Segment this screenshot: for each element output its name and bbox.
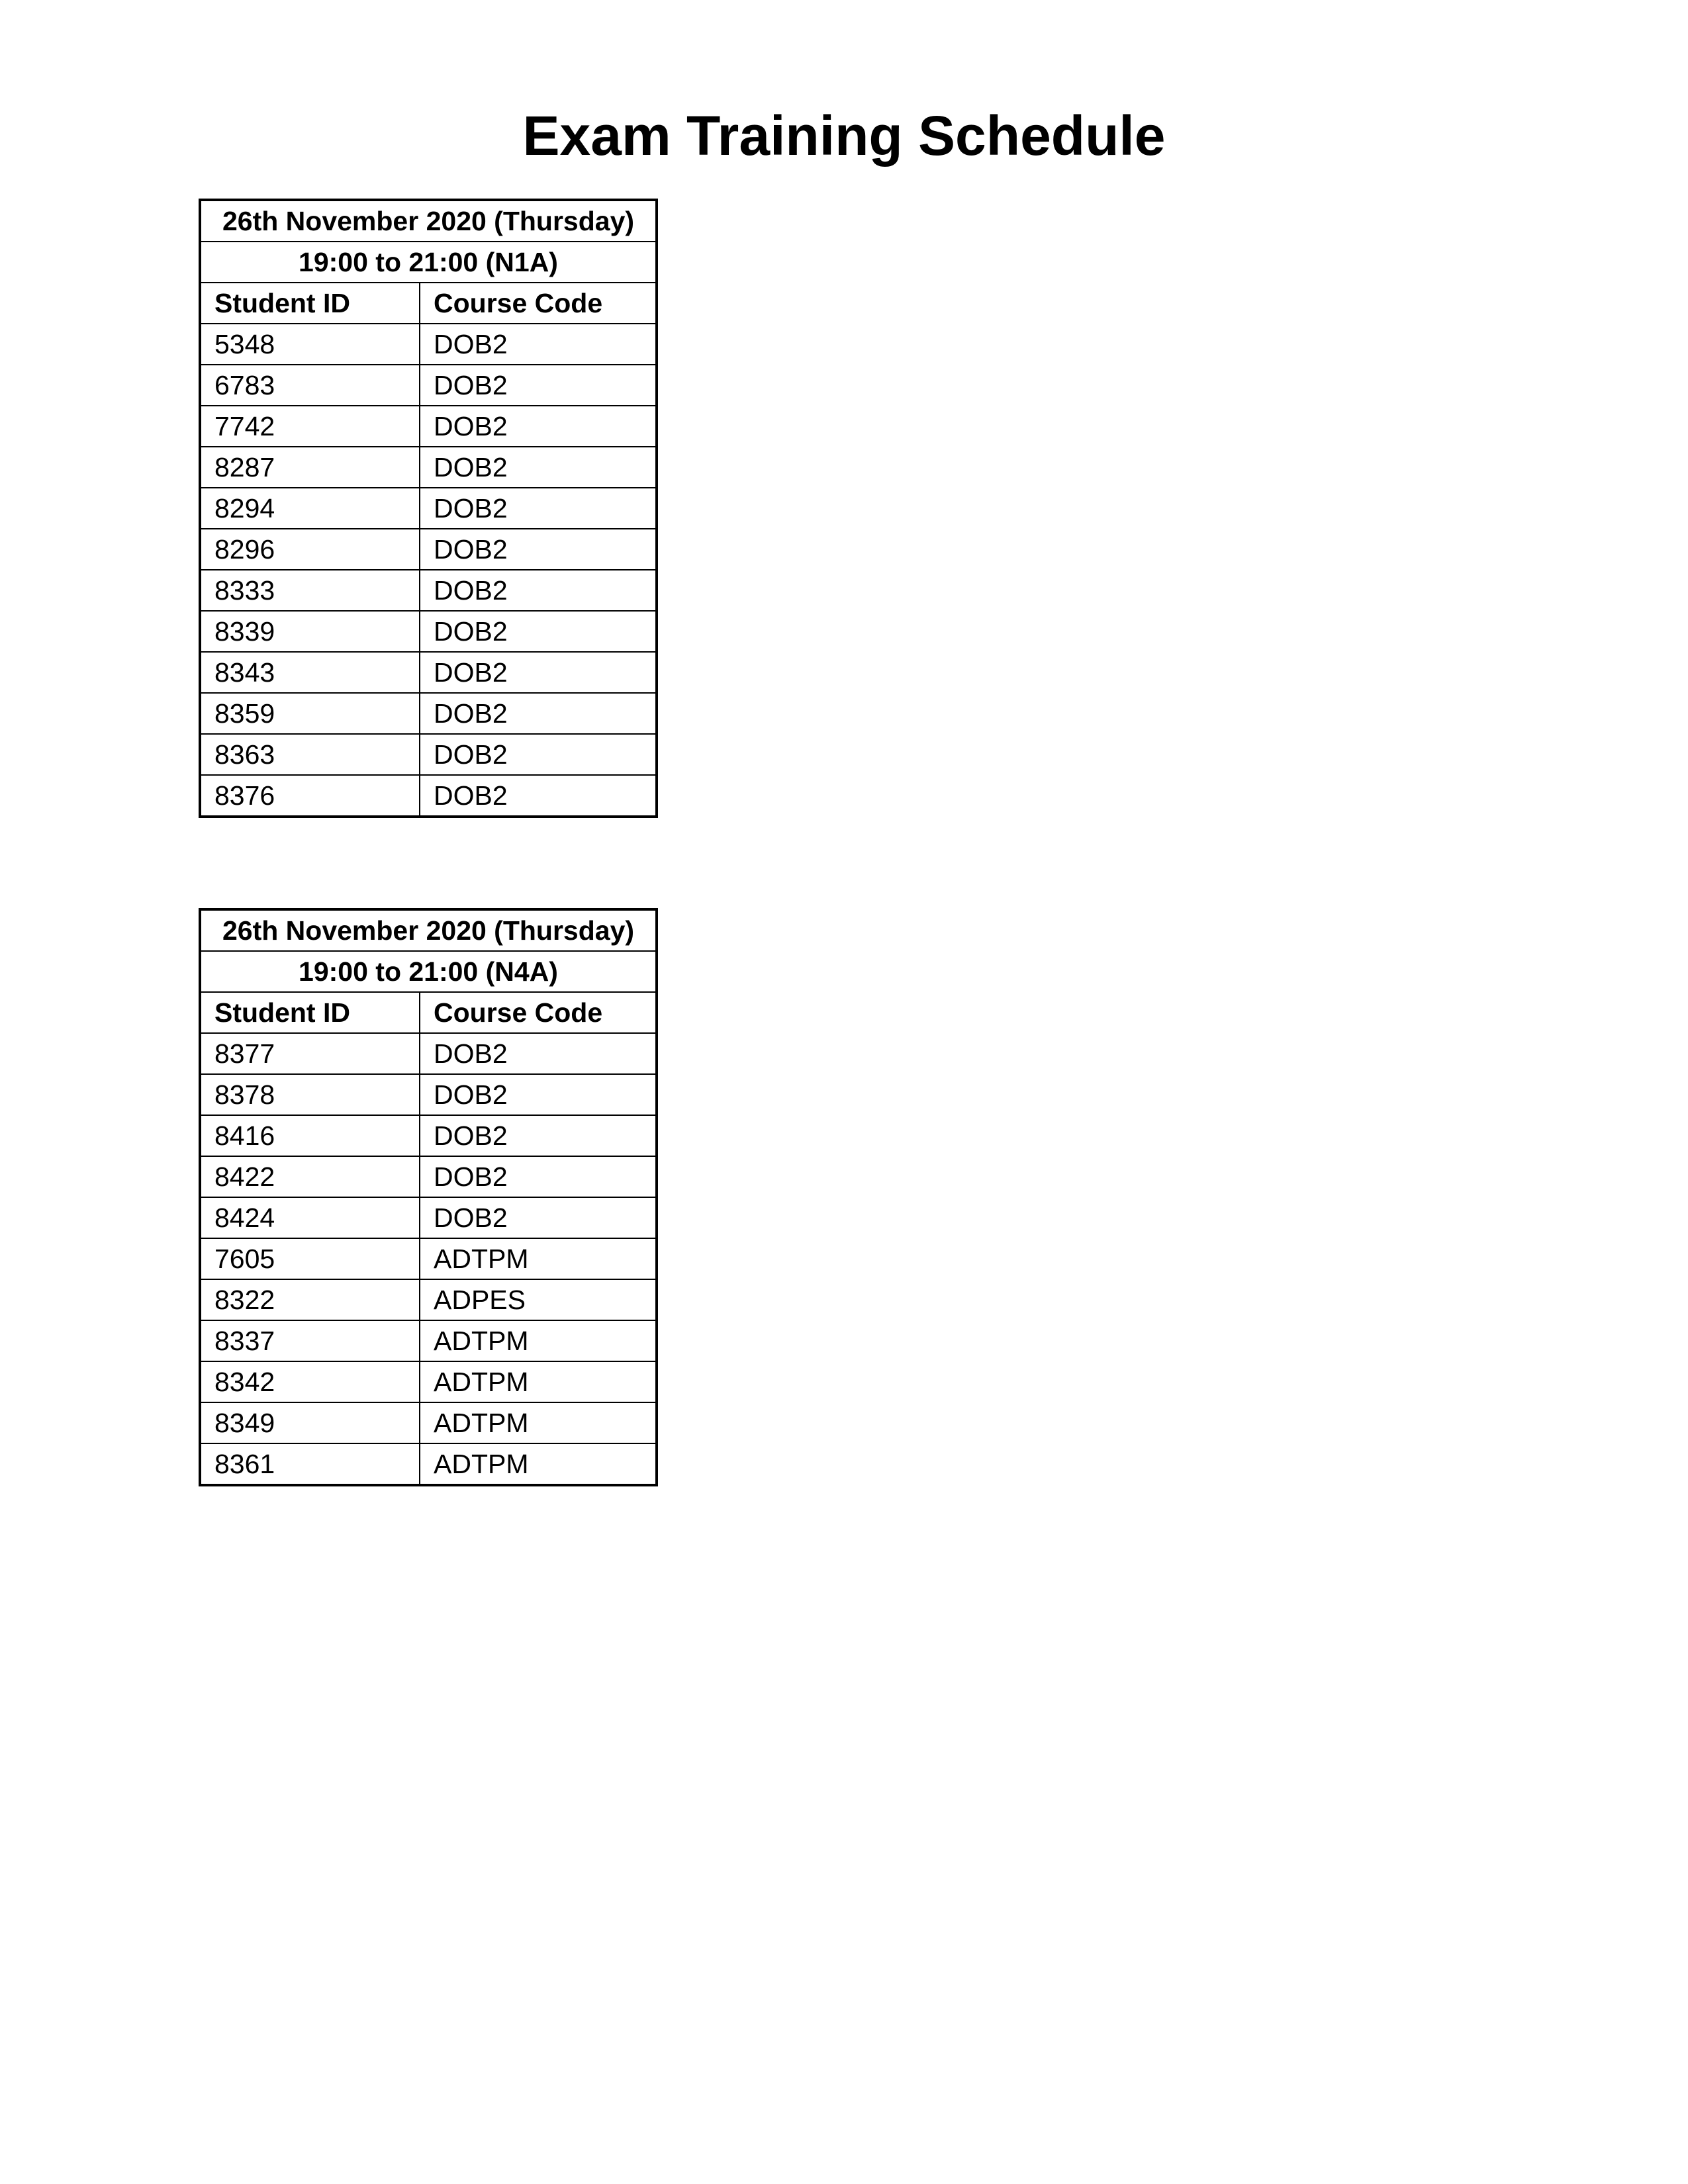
table-row — [200, 1443, 657, 1485]
student-id-cell: 8296 — [200, 529, 420, 570]
column-header-student-id: Student ID — [200, 283, 420, 324]
schedule-table-n4a — [199, 908, 658, 1486]
course-code-cell: DOB2 — [420, 1115, 657, 1156]
student-id-cell: 7742 — [200, 406, 420, 447]
student-id-cell: 8343 — [200, 652, 420, 693]
student-id-cell: 8416 — [200, 1115, 420, 1156]
table-row — [200, 447, 657, 488]
table-row — [200, 529, 657, 570]
table-session-row — [200, 951, 657, 992]
course-code-cell: DOB2 — [420, 488, 657, 529]
table-row — [200, 1279, 657, 1320]
table-session: 19:00 to 21:00 (N4A) — [200, 951, 657, 992]
course-code-cell: DOB2 — [420, 1074, 657, 1115]
course-code-cell: DOB2 — [420, 611, 657, 652]
course-code-cell: DOB2 — [420, 693, 657, 734]
table-row — [200, 1361, 657, 1402]
course-code-cell: DOB2 — [420, 365, 657, 406]
student-id-cell: 8422 — [200, 1156, 420, 1197]
column-header-course-code: Course Code — [420, 283, 657, 324]
course-code-cell: DOB2 — [420, 1156, 657, 1197]
course-code-cell: DOB2 — [420, 570, 657, 611]
student-id-cell: 8294 — [200, 488, 420, 529]
student-id-cell: 5348 — [200, 324, 420, 365]
table-date-row — [200, 200, 657, 242]
column-header-course-code: Course Code — [420, 992, 657, 1033]
schedule-table-n1a — [199, 199, 658, 818]
student-id-cell: 8322 — [200, 1279, 420, 1320]
table-date: 26th November 2020 (Thursday) — [200, 909, 657, 951]
student-id-cell: 7605 — [200, 1238, 420, 1279]
table-row — [200, 1238, 657, 1279]
student-id-cell: 8363 — [200, 734, 420, 775]
student-id-cell: 8377 — [200, 1033, 420, 1074]
course-code-cell: DOB2 — [420, 1033, 657, 1074]
table-row — [200, 1033, 657, 1074]
student-id-cell: 8287 — [200, 447, 420, 488]
table-row — [200, 324, 657, 365]
course-code-cell: DOB2 — [420, 447, 657, 488]
course-code-cell: DOB2 — [420, 652, 657, 693]
student-id-cell: 8333 — [200, 570, 420, 611]
table-date: 26th November 2020 (Thursday) — [200, 200, 657, 242]
student-id-cell: 8342 — [200, 1361, 420, 1402]
student-id-cell: 8424 — [200, 1197, 420, 1238]
table-row — [200, 365, 657, 406]
table-row — [200, 1402, 657, 1443]
table-row — [200, 570, 657, 611]
table-session: 19:00 to 21:00 (N1A) — [200, 242, 657, 283]
student-id-cell: 8376 — [200, 775, 420, 817]
column-header-student-id: Student ID — [200, 992, 420, 1033]
course-code-cell: ADTPM — [420, 1402, 657, 1443]
course-code-cell: ADTPM — [420, 1320, 657, 1361]
table-row — [200, 1156, 657, 1197]
course-code-cell: ADTPM — [420, 1443, 657, 1485]
table-row — [200, 652, 657, 693]
course-code-cell: ADPES — [420, 1279, 657, 1320]
table-row — [200, 1197, 657, 1238]
course-code-cell: ADTPM — [420, 1361, 657, 1402]
schedule-table-body — [200, 200, 657, 817]
page-title: Exam Training Schedule — [522, 105, 1166, 167]
student-id-cell: 6783 — [200, 365, 420, 406]
table-header-row — [200, 992, 657, 1033]
course-code-cell: DOB2 — [420, 775, 657, 817]
table-row — [200, 406, 657, 447]
course-code-cell: ADTPM — [420, 1238, 657, 1279]
student-id-cell: 8337 — [200, 1320, 420, 1361]
course-code-cell: DOB2 — [420, 324, 657, 365]
table-row — [200, 775, 657, 817]
table-row — [200, 1320, 657, 1361]
student-id-cell: 8359 — [200, 693, 420, 734]
table-row — [200, 488, 657, 529]
table-row — [200, 734, 657, 775]
table-header-row — [200, 283, 657, 324]
table-row — [200, 1115, 657, 1156]
course-code-cell: DOB2 — [420, 529, 657, 570]
table-row — [200, 1074, 657, 1115]
table-row — [200, 611, 657, 652]
table-date-row — [200, 909, 657, 951]
student-id-cell: 8378 — [200, 1074, 420, 1115]
table-row — [200, 693, 657, 734]
schedule-table-body — [200, 909, 657, 1485]
course-code-cell: DOB2 — [420, 1197, 657, 1238]
table-session-row — [200, 242, 657, 283]
student-id-cell: 8339 — [200, 611, 420, 652]
course-code-cell: DOB2 — [420, 734, 657, 775]
student-id-cell: 8349 — [200, 1402, 420, 1443]
student-id-cell: 8361 — [200, 1443, 420, 1485]
course-code-cell: DOB2 — [420, 406, 657, 447]
